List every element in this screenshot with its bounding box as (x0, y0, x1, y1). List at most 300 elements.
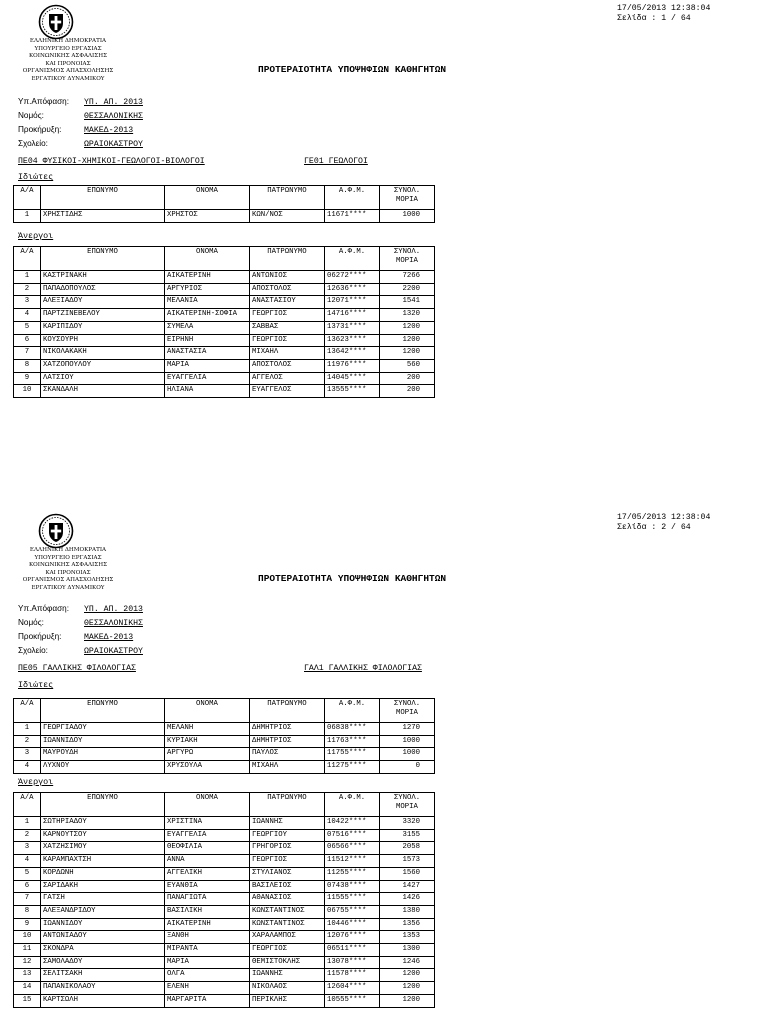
table-row (14, 761, 435, 774)
col-header-afm: Α.Φ.Μ. (325, 699, 380, 723)
cell-afm: 06755**** (325, 905, 380, 918)
cell-afm: 11755**** (325, 748, 380, 761)
cell-name: ΣΥΜΕΛΑ (165, 321, 250, 334)
cell-surname: ΠΑΠΑΝΙΚΟΛΑΟΥ (41, 982, 165, 995)
cell-aa: 5 (14, 867, 41, 880)
cell-fathername: ΕΥΑΓΓΕΛΟΣ (250, 385, 325, 398)
col-header-surname: ΕΠΩΝΥΜΟ (41, 247, 165, 271)
cell-name: ΘΕΟΦΙΛΙΑ (165, 842, 250, 855)
cell-fathername: ΔΗΜΗΤΡΙΟΣ (250, 723, 325, 736)
col-header-aa: Α/Α (14, 793, 41, 817)
cell-fathername: ΣΤΥΛΙΑΝΟΣ (250, 867, 325, 880)
cell-fathername: ΑΝΤΩΝΙΟΣ (250, 271, 325, 284)
meta-value: ΩΡΑΙΟΚΑΣΤΡΟΥ (84, 140, 143, 149)
cell-aa: 6 (14, 880, 41, 893)
cell-points: 0 (380, 761, 435, 774)
cell-afm: 14045**** (325, 372, 380, 385)
cell-afm: 06511**** (325, 944, 380, 957)
cell-aa: 3 (14, 296, 41, 309)
cell-name: ΜΕΛΑΝΗ (165, 723, 250, 736)
col-header-name: ΟΝΟΜΑ (165, 247, 250, 271)
meta-value: ΜΑΚΕΔ-2013 (84, 633, 134, 642)
cell-afm: 10555**** (325, 994, 380, 1007)
cell-fathername: ΚΩΝΣΤΑΝΤΙΝΟΣ (250, 905, 325, 918)
cell-aa: 1 (14, 723, 41, 736)
table-body (14, 723, 435, 774)
cell-aa: 3 (14, 842, 41, 855)
col-header-fathername: ΠΑΤΡΩΝΥΜΟ (250, 699, 325, 723)
cell-surname: ΓΑΤΣΗ (41, 893, 165, 906)
cell-name: ΕΛΕΝΗ (165, 982, 250, 995)
print-info (617, 4, 710, 24)
cell-aa: 10 (14, 385, 41, 398)
cell-surname: ΣΚΟΝΔΡΑ (41, 944, 165, 957)
cell-afm: 11671**** (325, 210, 380, 223)
table-row (14, 283, 435, 296)
meta-label: Υπ.Απόφαση: (18, 604, 69, 613)
meta-label: Προκήρυξη: (18, 125, 62, 134)
cell-points: 2058 (380, 842, 435, 855)
table-row (14, 867, 435, 880)
cell-name: ΧΡΙΣΤΙΝΑ (165, 817, 250, 830)
table-row (14, 931, 435, 944)
cell-surname: ΜΑΥΡΟΥΔΗ (41, 748, 165, 761)
table-header-row (14, 247, 435, 271)
table-row (14, 969, 435, 982)
cell-name: ΑΓΓΕΛΙΚΗ (165, 867, 250, 880)
cell-fathername: ΔΗΜΗΤΡΙΟΣ (250, 735, 325, 748)
cell-surname: ΣΑΡΙΔΑΚΗ (41, 880, 165, 893)
report-page-1 (0, 4, 768, 504)
greek-emblem-icon (38, 4, 74, 40)
ministry-line: ΟΡΓΑΝΙΣΜΟΣ ΑΠΑΣΧΟΛΗΣΗΣ (22, 577, 114, 584)
col-header-fathername: ΠΑΤΡΩΝΥΜΟ (250, 186, 325, 210)
cell-aa: 3 (14, 748, 41, 761)
cell-surname: ΑΝΤΩΝΙΑΔΟΥ (41, 931, 165, 944)
specialty-left: ΠΕ05 ΓΑΛΛΙΚΗΣ ΦΙΛΟΛΟΓΙΑΣ (18, 664, 136, 673)
cell-name: ΗΛΙΑΝΑ (165, 385, 250, 398)
cell-afm: 11275**** (325, 761, 380, 774)
cell-afm: 10422**** (325, 817, 380, 830)
cell-name: ΜΕΛΑΝΙΑ (165, 296, 250, 309)
cell-aa: 9 (14, 372, 41, 385)
cell-fathername: ΑΘΑΝΑΣΙΟΣ (250, 893, 325, 906)
cell-points: 1320 (380, 309, 435, 322)
ministry-line: ΥΠΟΥΡΓΕΙΟ ΕΡΓΑΣΙΑΣ (34, 554, 102, 561)
table-row (14, 956, 435, 969)
candidates-table-private (13, 185, 435, 223)
cell-aa: 9 (14, 918, 41, 931)
cell-name: ΟΛΓΑ (165, 969, 250, 982)
cell-aa: 11 (14, 944, 41, 957)
ministry-line: ΕΡΓΑΤΙΚΟΥ ΔΥΝΑΜΙΚΟΥ (31, 75, 105, 82)
meta-prefecture (18, 110, 143, 121)
cell-surname: ΚΟΡΔΩΝΗ (41, 867, 165, 880)
specialty-right: ΓΑΛ1 ΓΑΛΛΙΚΗΣ ΦΙΛΟΛΟΓΙΑΣ (304, 664, 422, 673)
ministry-line: ΟΡΓΑΝΙΣΜΟΣ ΑΠΑΣΧΟΛΗΣΗΣ (22, 68, 114, 75)
meta-value: ΘΕΣΣΑΛΟΝΙΚΗΣ (84, 619, 143, 628)
ministry-line: ΥΠΟΥΡΓΕΙΟ ΕΡΓΑΣΙΑΣ (34, 45, 102, 52)
meta-value: ΥΠ. ΑΠ. 2013 (84, 98, 143, 107)
cell-surname: ΑΛΕΞΙΑΔΟΥ (41, 296, 165, 309)
cell-afm: 11976**** (325, 359, 380, 372)
col-header-aa: Α/Α (14, 699, 41, 723)
ministry-line: ΕΛΛΗΝΙΚΗ ΔΗΜΟΚΡΑΤΙΑ (29, 38, 107, 44)
specialty-left: ΠΕ04 ΦΥΣΙΚΟΙ-ΧΗΜΙΚΟΙ-ΓΕΩΛΟΓΟΙ-ΒΙΟΛΟΓΟΙ (18, 157, 205, 166)
cell-surname: ΣΕΛΙΤΣΑΚΗ (41, 969, 165, 982)
cell-fathername: ΣΑΒΒΑΣ (250, 321, 325, 334)
col-header-afm: Α.Φ.Μ. (325, 793, 380, 817)
cell-surname: ΓΕΩΡΓΙΑΔΟΥ (41, 723, 165, 736)
cell-fathername: ΒΑΣΙΛΕΙΟΣ (250, 880, 325, 893)
cell-afm: 06272**** (325, 271, 380, 284)
cell-points: 1573 (380, 855, 435, 868)
cell-aa: 4 (14, 855, 41, 868)
cell-name: ΒΑΣΙΛΙΚΗ (165, 905, 250, 918)
candidates-table-unemployed (13, 246, 435, 398)
cell-afm: 11512**** (325, 855, 380, 868)
cell-points: 1246 (380, 956, 435, 969)
table-body (14, 210, 435, 223)
cell-surname: ΛΥΧΝΟΥ (41, 761, 165, 774)
col-header-aa: Α/Α (14, 186, 41, 210)
cell-fathername: ΑΠΟΣΤΟΛΟΣ (250, 283, 325, 296)
cell-name: ΑΡΓΥΡΩ (165, 748, 250, 761)
col-header-name: ΟΝΟΜΑ (165, 699, 250, 723)
cell-name: ΕΥΑΓΓΕΛΙΑ (165, 372, 250, 385)
cell-points: 2200 (380, 283, 435, 296)
cell-afm: 11555**** (325, 893, 380, 906)
table-row (14, 309, 435, 322)
cell-points: 1200 (380, 321, 435, 334)
cell-name: ΧΡΗΣΤΟΣ (165, 210, 250, 223)
table-row (14, 372, 435, 385)
cell-fathername: ΓΕΩΡΓΙΟΥ (250, 829, 325, 842)
print-datetime: 17/05/2013 12:38:04 (617, 513, 711, 522)
cell-fathername: ΝΙΚΟΛΑΟΣ (250, 982, 325, 995)
cell-surname: ΠΑΠΑΔΟΠΟΥΛΟΣ (41, 283, 165, 296)
cell-aa: 2 (14, 283, 41, 296)
table-row (14, 359, 435, 372)
cell-name: ΜΑΡΙΑ (165, 359, 250, 372)
meta-prefecture (18, 617, 143, 628)
cell-points: 1200 (380, 982, 435, 995)
candidates-table-private (13, 698, 435, 774)
cell-fathername: ΧΑΡΑΛΑΜΠΟΣ (250, 931, 325, 944)
cell-aa: 5 (14, 321, 41, 334)
cell-afm: 07516**** (325, 829, 380, 842)
col-header-points: ΣΥΝΟΛ. ΜΟΡΙΑ (380, 186, 435, 210)
report-page-2 (0, 513, 768, 1013)
table-row (14, 855, 435, 868)
print-datetime: 17/05/2013 12:38:04 (617, 4, 711, 13)
cell-afm: 12636**** (325, 283, 380, 296)
meta-label: Προκήρυξη: (18, 632, 62, 641)
meta-value: ΜΑΚΕΔ-2013 (84, 126, 134, 135)
ministry-line: ΚΟΙΝΩΝΙΚΗΣ ΑΣΦΑΛΙΣΗΣ (28, 53, 108, 60)
cell-afm: 10446**** (325, 918, 380, 931)
cell-aa: 8 (14, 905, 41, 918)
ministry-line: ΚΟΙΝΩΝΙΚΗΣ ΑΣΦΑΛΙΣΗΣ (28, 562, 108, 569)
cell-surname: ΣΚΑΝΔΑΛΗ (41, 385, 165, 398)
ministry-line: ΚΑΙ ΠΡΟΝΟΙΑΣ (45, 60, 91, 67)
table-row (14, 723, 435, 736)
col-header-name: ΟΝΟΜΑ (165, 186, 250, 210)
cell-points: 7266 (380, 271, 435, 284)
table-row (14, 893, 435, 906)
cell-aa: 12 (14, 956, 41, 969)
cell-name: ΑΝΑΣΤΑΣΙΑ (165, 347, 250, 360)
cell-aa: 2 (14, 735, 41, 748)
meta-label: Νομός: (18, 111, 44, 120)
col-header-surname: ΕΠΩΝΥΜΟ (41, 186, 165, 210)
cell-afm: 06566**** (325, 842, 380, 855)
table-row (14, 817, 435, 830)
table-row (14, 880, 435, 893)
table-row (14, 982, 435, 995)
table-row (14, 210, 435, 223)
meta-value: ΥΠ. ΑΠ. 2013 (84, 605, 143, 614)
cell-afm: 13078**** (325, 956, 380, 969)
col-header-name: ΟΝΟΜΑ (165, 793, 250, 817)
cell-points: 1000 (380, 735, 435, 748)
cell-fathername: ΙΩΑΝΝΗΣ (250, 817, 325, 830)
cell-points: 1541 (380, 296, 435, 309)
table-row (14, 321, 435, 334)
cell-afm: 14716**** (325, 309, 380, 322)
cell-aa: 4 (14, 761, 41, 774)
ministry-line: ΚΑΙ ΠΡΟΝΟΙΑΣ (45, 569, 91, 576)
cell-surname: ΧΑΤΖΗΣΙΜΟΥ (41, 842, 165, 855)
cell-afm: 06838**** (325, 723, 380, 736)
cell-surname: ΧΡΗΣΤΙΔΗΣ (41, 210, 165, 223)
cell-points: 1270 (380, 723, 435, 736)
table-row (14, 905, 435, 918)
cell-aa: 7 (14, 893, 41, 906)
cell-points: 1000 (380, 748, 435, 761)
cell-surname: ΧΑΤΖΟΠΟΥΛΟΥ (41, 359, 165, 372)
table-row (14, 842, 435, 855)
table-row (14, 944, 435, 957)
table-row (14, 994, 435, 1007)
table-body (14, 271, 435, 398)
cell-afm: 13731**** (325, 321, 380, 334)
table-row (14, 271, 435, 284)
cell-fathername: ΓΕΩΡΓΙΟΣ (250, 334, 325, 347)
cell-afm: 12076**** (325, 931, 380, 944)
table-body (14, 817, 435, 1008)
cell-fathername: ΜΙΧΑΗΛ (250, 761, 325, 774)
meta-school (18, 138, 143, 149)
meta-announcement (18, 124, 133, 135)
cell-fathername: ΙΩΑΝΝΗΣ (250, 969, 325, 982)
cell-surname: ΚΟΥΣΟΥΡΗ (41, 334, 165, 347)
cell-name: ΕΥΑΝΘΙΑ (165, 880, 250, 893)
cell-fathername: ΑΓΓΕΛΟΣ (250, 372, 325, 385)
table-row (14, 334, 435, 347)
cell-fathername: ΜΙΧΑΗΛ (250, 347, 325, 360)
cell-surname: ΣΩΤΗΡΙΑΔΟΥ (41, 817, 165, 830)
meta-school (18, 645, 143, 656)
cell-aa: 7 (14, 347, 41, 360)
cell-points: 1200 (380, 969, 435, 982)
col-header-points: ΣΥΝΟΛ. ΜΟΡΙΑ (380, 247, 435, 271)
col-header-fathername: ΠΑΤΡΩΝΥΜΟ (250, 247, 325, 271)
cell-name: ΑΙΚΑΤΕΡΙΝΗ-ΣΟΦΙΑ (165, 309, 250, 322)
section-label-private: Ιδιώτες (18, 172, 54, 182)
col-header-fathername: ΠΑΤΡΩΝΥΜΟ (250, 793, 325, 817)
cell-surname: ΙΩΑΝΝΙΔΟΥ (41, 918, 165, 931)
meta-announcement (18, 631, 133, 642)
cell-points: 200 (380, 372, 435, 385)
section-label-unemployed: Άνεργοι (18, 231, 54, 241)
table-header-row (14, 793, 435, 817)
cell-name: ΜΑΡΓΑΡΙΤΑ (165, 994, 250, 1007)
cell-aa: 13 (14, 969, 41, 982)
col-header-surname: ΕΠΩΝΥΜΟ (41, 793, 165, 817)
cell-name: ΚΥΡΙΑΚΗ (165, 735, 250, 748)
report-title: ΠΡΟΤΕΡΑΙΟΤΗΤΑ ΥΠΟΨΗΦΙΩΝ ΚΑΘΗΓΗΤΩΝ (258, 573, 447, 584)
cell-name: ΑΡΓΥΡΙΟΣ (165, 283, 250, 296)
meta-value: ΘΕΣΣΑΛΟΝΙΚΗΣ (84, 112, 143, 121)
table-row (14, 347, 435, 360)
cell-points: 1000 (380, 210, 435, 223)
cell-aa: 4 (14, 309, 41, 322)
col-header-surname: ΕΠΩΝΥΜΟ (41, 699, 165, 723)
col-header-afm: Α.Φ.Μ. (325, 247, 380, 271)
cell-fathername: ΠΑΥΛΟΣ (250, 748, 325, 761)
cell-name: ΞΑΝΘΗ (165, 931, 250, 944)
cell-fathername: ΑΝΑΣΤΑΣΙΟΥ (250, 296, 325, 309)
col-header-points: ΣΥΝΟΛ. ΜΟΡΙΑ (380, 793, 435, 817)
cell-points: 1200 (380, 994, 435, 1007)
ministry-header (13, 547, 123, 593)
cell-name: ΜΑΡΙΑ (165, 956, 250, 969)
cell-afm: 11763**** (325, 735, 380, 748)
specialty-right: ΓΕ01 ΓΕΩΛΟΓΟΙ (304, 157, 368, 166)
cell-points: 1426 (380, 893, 435, 906)
section-label-unemployed: Άνεργοι (18, 777, 54, 787)
page-number: Σελίδα : 1 / 64 (617, 14, 691, 23)
table-row (14, 918, 435, 931)
cell-afm: 11578**** (325, 969, 380, 982)
cell-aa: 10 (14, 931, 41, 944)
meta-label: Υπ.Απόφαση: (18, 97, 69, 106)
cell-points: 1353 (380, 931, 435, 944)
cell-fathername: ΓΡΗΓΟΡΙΟΣ (250, 842, 325, 855)
cell-surname: ΚΑΡΝΟΥΤΣΟΥ (41, 829, 165, 842)
cell-fathername: ΚΩΝ/ΝΟΣ (250, 210, 325, 223)
ministry-line: ΕΡΓΑΤΙΚΟΥ ΔΥΝΑΜΙΚΟΥ (31, 584, 105, 591)
cell-surname: ΚΑΡΙΠΙΔΟΥ (41, 321, 165, 334)
cell-name: ΕΥΑΓΓΕΛΙΑ (165, 829, 250, 842)
cell-fathername: ΓΕΩΡΓΙΟΣ (250, 855, 325, 868)
cell-surname: ΠΑΡΤΖΙΝΕΒΕΛΟΥ (41, 309, 165, 322)
cell-surname: ΝΙΚΟΛΑΚΑΚΗ (41, 347, 165, 360)
cell-name: ΑΙΚΑΤΕΡΙΝΗ (165, 918, 250, 931)
table-row (14, 296, 435, 309)
col-header-points: ΣΥΝΟΛ. ΜΟΡΙΑ (380, 699, 435, 723)
page-number: Σελίδα : 2 / 64 (617, 523, 691, 532)
cell-fathername: ΑΠΟΣΤΟΛΟΣ (250, 359, 325, 372)
cell-name: ΕΙΡΗΝΗ (165, 334, 250, 347)
cell-afm: 12071**** (325, 296, 380, 309)
cell-fathername: ΘΕΜΙΣΤΟΚΛΗΣ (250, 956, 325, 969)
cell-surname: ΑΛΕΞΑΝΔΡΙΔΟΥ (41, 905, 165, 918)
cell-afm: 13623**** (325, 334, 380, 347)
cell-afm: 13555**** (325, 385, 380, 398)
meta-value: ΩΡΑΙΟΚΑΣΤΡΟΥ (84, 647, 143, 656)
cell-points: 1200 (380, 347, 435, 360)
cell-fathername: ΓΕΩΡΓΙΟΣ (250, 309, 325, 322)
cell-points: 3155 (380, 829, 435, 842)
cell-aa: 1 (14, 817, 41, 830)
col-header-aa: Α/Α (14, 247, 41, 271)
cell-surname: ΣΑΜΟΛΑΔΟΥ (41, 956, 165, 969)
cell-points: 1200 (380, 334, 435, 347)
cell-name: ΑΙΚΑΤΕΡΙΝΗ (165, 271, 250, 284)
cell-surname: ΚΑΡΤΣΩΛΗ (41, 994, 165, 1007)
cell-aa: 8 (14, 359, 41, 372)
col-header-afm: Α.Φ.Μ. (325, 186, 380, 210)
cell-afm: 07438**** (325, 880, 380, 893)
candidates-table-unemployed (13, 792, 435, 1008)
cell-fathername: ΚΩΝΣΤΑΝΤΙΝΟΣ (250, 918, 325, 931)
cell-fathername: ΓΕΩΡΓΙΟΣ (250, 944, 325, 957)
cell-name: ΠΑΝΑΓΙΩΤΑ (165, 893, 250, 906)
cell-points: 200 (380, 385, 435, 398)
cell-aa: 14 (14, 982, 41, 995)
cell-afm: 11255**** (325, 867, 380, 880)
cell-aa: 2 (14, 829, 41, 842)
section-label-private: Ιδιώτες (18, 680, 54, 690)
meta-label: Σχολείο: (18, 139, 48, 148)
cell-aa: 1 (14, 271, 41, 284)
cell-points: 1560 (380, 867, 435, 880)
report-title: ΠΡΟΤΕΡΑΙΟΤΗΤΑ ΥΠΟΨΗΦΙΩΝ ΚΑΘΗΓΗΤΩΝ (258, 64, 447, 75)
cell-points: 1300 (380, 944, 435, 957)
meta-decision (18, 96, 143, 107)
cell-surname: ΙΩΑΝΝΙΔΟΥ (41, 735, 165, 748)
greek-emblem-icon (38, 513, 74, 549)
cell-points: 1356 (380, 918, 435, 931)
cell-aa: 1 (14, 210, 41, 223)
table-header-row (14, 699, 435, 723)
table-row (14, 748, 435, 761)
cell-points: 1427 (380, 880, 435, 893)
table-row (14, 829, 435, 842)
cell-aa: 6 (14, 334, 41, 347)
cell-surname: ΚΑΡΑΜΠΑΧΤΣΗ (41, 855, 165, 868)
cell-points: 1380 (380, 905, 435, 918)
print-info (617, 513, 710, 533)
cell-name: ΜΙΡΑΝΤΑ (165, 944, 250, 957)
cell-aa: 15 (14, 994, 41, 1007)
meta-decision (18, 603, 143, 614)
cell-afm: 13642**** (325, 347, 380, 360)
cell-name: ΑΝΝΑ (165, 855, 250, 868)
cell-surname: ΚΑΣΤΡΙΝΑΚΗ (41, 271, 165, 284)
table-row (14, 735, 435, 748)
cell-points: 3320 (380, 817, 435, 830)
ministry-header (13, 38, 123, 84)
meta-label: Σχολείο: (18, 646, 48, 655)
table-row (14, 385, 435, 398)
cell-afm: 12604**** (325, 982, 380, 995)
meta-label: Νομός: (18, 618, 44, 627)
cell-points: 560 (380, 359, 435, 372)
ministry-line: ΕΛΛΗΝΙΚΗ ΔΗΜΟΚΡΑΤΙΑ (29, 547, 107, 553)
